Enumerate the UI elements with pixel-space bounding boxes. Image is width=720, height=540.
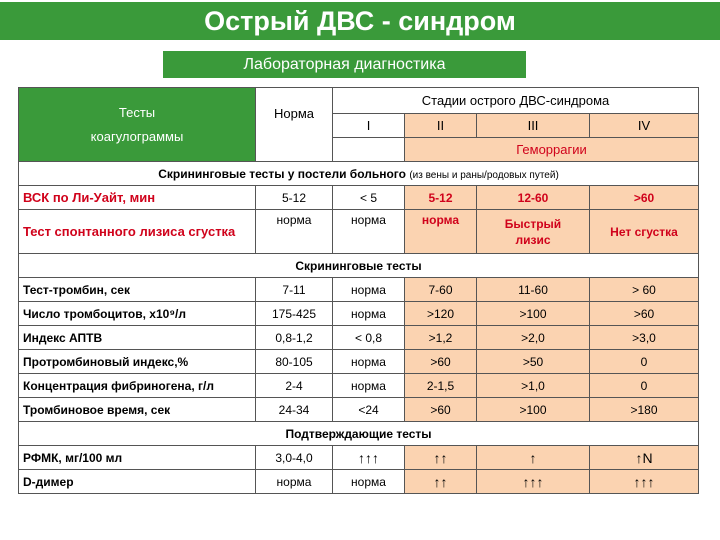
stage-2-cell: 7-60 — [405, 278, 477, 302]
row-name: Концентрация фибриногена, г/л — [19, 374, 256, 398]
stage-2-cell: >120 — [405, 302, 477, 326]
stage-3-cell: Быстрый лизис — [477, 210, 590, 254]
norm-cell: 5-12 — [256, 186, 333, 210]
row-name: Тест спонтанного лизиса сгустка — [19, 210, 256, 254]
stage-2-cell: >60 — [405, 398, 477, 422]
stage-4-cell: >180 — [590, 398, 699, 422]
stage-3-cell: >1,0 — [477, 374, 590, 398]
stage-2-cell: ↑↑ — [405, 446, 477, 470]
table-row — [19, 326, 699, 350]
stage-1-cell: норма — [333, 278, 405, 302]
norm-header: Норма — [256, 88, 333, 162]
section-bedside — [19, 162, 699, 186]
stage-4-cell: Нет сгустка — [590, 210, 699, 254]
stage-4-cell: >60 — [590, 186, 699, 210]
stage-1-cell: норма — [333, 210, 405, 254]
stage-3-header: III — [477, 114, 590, 138]
stage-4-cell: 0 — [590, 350, 699, 374]
hemorrhage-header: Геморрагии — [405, 138, 699, 162]
section-screening: Скрининговые тесты — [19, 254, 699, 278]
norm-cell: норма — [256, 210, 333, 254]
stage-1-cell: < 0,8 — [333, 326, 405, 350]
stage-2-cell: 2-1,5 — [405, 374, 477, 398]
stage-4-cell: >60 — [590, 302, 699, 326]
stage-1-cell: <24 — [333, 398, 405, 422]
stage-1-cell: норма — [333, 302, 405, 326]
stage-1-cell: < 5 — [333, 186, 405, 210]
table-row — [19, 186, 699, 210]
section-bedside-title: Скрининговые тесты у постели больного — [158, 166, 406, 181]
tests-header-line1: Тесты — [118, 104, 156, 120]
stage-1-header: I — [333, 114, 405, 138]
stage-3-cell: 11-60 — [477, 278, 590, 302]
row-name: Число тромбоцитов, х10⁹/л — [19, 302, 256, 326]
stage-1-cell: норма — [333, 374, 405, 398]
stage-1-blank — [333, 138, 405, 162]
row-name: D-димер — [19, 470, 256, 494]
row-name: Тромбиновое время, сек — [19, 398, 256, 422]
table-row — [19, 302, 699, 326]
stage-2-cell: 5-12 — [405, 186, 477, 210]
stage-1-cell: норма — [333, 350, 405, 374]
stage-3-cell: >2,0 — [477, 326, 590, 350]
lab-table — [18, 87, 699, 494]
page-subtitle: Лабораторная диагностика — [163, 51, 526, 78]
stage-4-cell: ↑↑↑ — [590, 470, 699, 494]
table-row — [19, 446, 699, 470]
section-confirm: Подтверждающие тесты — [19, 422, 699, 446]
stage-4-cell: 0 — [590, 374, 699, 398]
tests-header-line2: коагулограммы — [90, 128, 184, 144]
stage-2-cell: ↑↑ — [405, 470, 477, 494]
stage-3-cell: >50 — [477, 350, 590, 374]
table-row — [19, 278, 699, 302]
stage-3-cell: 12-60 — [477, 186, 590, 210]
stages-header: Стадии острого ДВС-синдрома — [333, 88, 699, 114]
row-name: РФМК, мг/100 мл — [19, 446, 256, 470]
norm-cell: 3,0-4,0 — [256, 446, 333, 470]
norm-cell: норма — [256, 470, 333, 494]
table-row — [19, 470, 699, 494]
row-name: ВСК по Ли-Уайт, мин — [19, 186, 256, 210]
tests-header — [19, 88, 256, 162]
stage-3-cell: >100 — [477, 398, 590, 422]
row-name: Индекс АПТВ — [19, 326, 256, 350]
norm-cell: 2-4 — [256, 374, 333, 398]
table-row — [19, 374, 699, 398]
norm-cell: 7-11 — [256, 278, 333, 302]
section-bedside-note: (из вены и раны/родовых путей) — [409, 169, 559, 181]
stage-3-cell: ↑ — [477, 446, 590, 470]
stage-4-header: IV — [590, 114, 699, 138]
row-name: Протромбиновый индекс,% — [19, 350, 256, 374]
norm-cell: 175-425 — [256, 302, 333, 326]
stage-1-cell: ↑↑↑ — [333, 446, 405, 470]
row-name: Тест-тромбин, сек — [19, 278, 256, 302]
stage-2-header: II — [405, 114, 477, 138]
table-row — [19, 350, 699, 374]
stage-3-cell: >100 — [477, 302, 590, 326]
norm-cell: 24-34 — [256, 398, 333, 422]
stage-1-cell: норма — [333, 470, 405, 494]
norm-cell: 0,8-1,2 — [256, 326, 333, 350]
stage-4-cell: >3,0 — [590, 326, 699, 350]
table-row — [19, 398, 699, 422]
stage-3-cell: ↑↑↑ — [477, 470, 590, 494]
table-row — [19, 210, 699, 254]
stage-2-cell: >60 — [405, 350, 477, 374]
stage-2-cell: норма — [405, 210, 477, 254]
stage-4-cell: ↑N — [590, 446, 699, 470]
page-title: Острый ДВС - синдром — [0, 2, 720, 40]
stage-4-cell: > 60 — [590, 278, 699, 302]
stage-2-cell: >1,2 — [405, 326, 477, 350]
norm-cell: 80-105 — [256, 350, 333, 374]
